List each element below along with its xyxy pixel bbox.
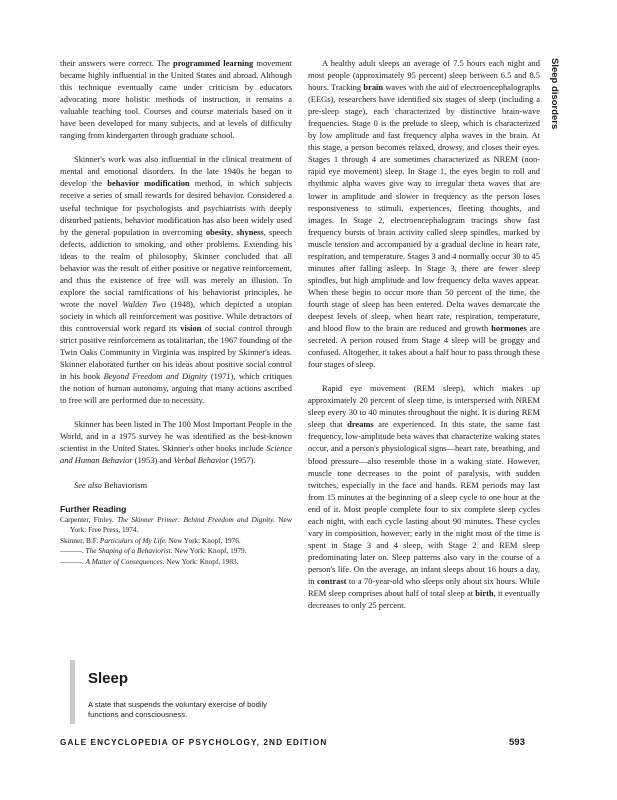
title-walden-two: Walden Two [122,298,166,309]
term-birth[interactable]: birth [475,588,494,599]
entry-definition: A state that suspends the voluntary exercise of bodily functions and consciousness. [88,700,267,720]
title-verbal-behavior: Verbal Behavior [173,455,229,466]
term-brain[interactable]: brain [363,82,384,93]
reference-2: Skinner, B.F. Particulars of My Life. New York: Knopf, 1976. [60,535,241,545]
term-vision[interactable]: vision [180,322,202,333]
reference-4: ———. A Matter of Consequences. New York: Knopf, 1983. [60,556,239,566]
term-dreams[interactable]: dreams [347,419,374,430]
reference-3: ———. The Shaping of a Behaviorist. New York: Knopf, 1979. [60,546,247,556]
right-column [308,57,540,611]
term-obesity[interactable]: obesity [205,226,232,237]
term-contrast[interactable]: contrast [316,575,347,586]
title-beyond-freedom: Beyond Freedom and Dignity [103,371,208,382]
left-column [60,57,292,568]
left-paragraph-3: Skinner has been listed in The 100 Most Important People in the World, and in a 1975 survey he was identified as the best-known scientist in the United States. Skinner's other books include Science and Human Behavior (1953) and Verbal Behavior (1957). [60,419,292,466]
entry-title: Sleep [88,670,129,687]
right-paragraph-1: A healthy adult sleeps an average of 7.5 hours each night and most people (approximately 95 percent) sleep between 6.5 and 8.5 hours. Tracking brain waves with the aid of electroencephalographs (EEGs), researchers have identified six stages of sleep (including a pre-sleep stage), each characterized by distinctive brain-wave frequencies. Stage 0 is the prelude to sleep, which is characterized by low amplitude and fast frequency alpha waves in the brain. At this stage, a person becomes relaxed, drowsy, and closes their eyes. Stages 1 through 4 are sometimes characterized as NREM (non-rapid eye movement) sleep. In Stage 1, the eyes begin to roll and rhythmic alpha waves give way to irregular theta waves that are lower in amplitude and slower in frequency as the person loses responsiveness to stimuli, experiences, fleeting thoughts, and images. In Stage 2, electroencephalogram tracings show fast frequency bursts of brain activity called sleep spindles, marked by muscle tension and accompanied by a gradual decline in heart rate, respiration, and temperature. Stages 3 and 4 normally occur 30 to 45 minutes after falling asleep. In Stage 3, there are fewer sleep spindles, but high amplitude and low frequency delta waves appear. When these begin to occur more than 50 percent of the time, the fourth stage of sleep has been entered. Delta waves demarcate the deepest levels of sleep, when heart rate, respiration, temperature, and blood flow to the brain are reduced and growth hormones are secreted. A person roused from Stage 4 sleep will be groggy and confused. Altogether, it takes about a half hour to pass through these four stages of sleep. [308,58,540,370]
entry-accent-bar [70,660,75,724]
right-paragraph-2: Rapid eye movement (REM sleep), which makes up approximately 20 percent of sleep time, is interspersed with NREM sleep every 30 to 40 minutes throughout the night. It is during REM sleep that dreams are experienced. In this state, the same fast frequency, low-amplitude beta waves that characterize waking states occur, and a person's physiological signs—heart rate, breathing, and blood pressure—also resemble those in a waking state. However, muscle tone decreases to the point of paralysis, with sudden twitches, especially in the face and hands. REM periods may last from 15 minutes at the beginning of a sleep cycle to one hour at the end of it. Most people complete four to six complete sleep cycles each night, with each cycle lasting about 90 minutes. These cycles vary in composition, however; early in the night most of the time is spent in Stage 3 and 4 sleep, with Stage 2 and REM sleep predominating later on. Sleep patterns also vary in the course of a person's life. On the average, an infant sleeps about 16 hours a day, in contrast to a 70-year-old who sleeps only about six hours. While REM sleep comprises about half of total sleep at birth, it eventually decreases to only 25 percent. [308,383,540,611]
reference-1: Carpenter, Finley. The Skinner Primer: Behind Freedom and Dignity. New York: Free Press, 1974. [60,514,292,535]
further-reading-heading: Further Reading [60,503,127,514]
see-also-link-behaviorism[interactable]: Behaviorism [101,479,148,490]
title-science-human-behavior: Science and Human Behavior [60,443,292,466]
term-hormones[interactable]: hormones [491,323,527,334]
see-also [60,479,292,491]
term-behavior-modification[interactable]: behavior modification [107,178,190,189]
footer-publication: GALE ENCYCLOPEDIA OF PSYCHOLOGY, 2ND EDITION [60,738,328,747]
term-shyness[interactable]: shyness [236,226,264,237]
term-programmed-learning[interactable]: programmed learning [173,58,254,68]
running-head-section-label: Sleep disorders [549,58,560,130]
footer-page-number: 593 [509,737,525,748]
left-paragraph-1: their answers were correct. The programmed learning movement became highly influential in the United States and abroad. Although this technique eventually came under criticism by educators advocating more holistic methods of instruction, it remains a valuable teaching tool. Courses and course materials based on it have been developed for many subjects, and at levels of difficulty ranging from kindergarten through graduate school. [60,58,292,141]
left-paragraph-2: Skinner's work was also influential in the clinical treatment of mental and emotional disorders. In the late 1940s he began to develop the behavior modification method, in which subjects receive a series of small rewards for desired behavior. Considered a useful technique for psychologists and psychiatrists with deeply disturbed patients, behavior modification has also been widely used by the general population in overcoming obesity, shyness, speech defects, addiction to smoking, and other problems. Extending his ideas to the realm of philosophy, Skinner concluded that all behavior was the result of either positive or negative reinforcement, and thus the existence of free will was merely an illusion. To explore the social ramifications of his behaviorist principles, he wrote the novel Walden Two (1948), which depicted a utopian society in which all reinforcement was positive. While detractors of this controversial work regard its vision of social control through strict positive reinforcement as totalitarian, the 1967 founding of the Twin Oaks Community in Virginia was inspired by Skinner's ideas. Skinner elaborated further on his ideas about positive social control in his book Beyond Freedom and Dignity (1971), which critiques the notion of human autonomy, arguing that many actions ascribed to free will are performed due to necessity. [60,154,293,406]
see-also-label: See also [74,479,102,490]
